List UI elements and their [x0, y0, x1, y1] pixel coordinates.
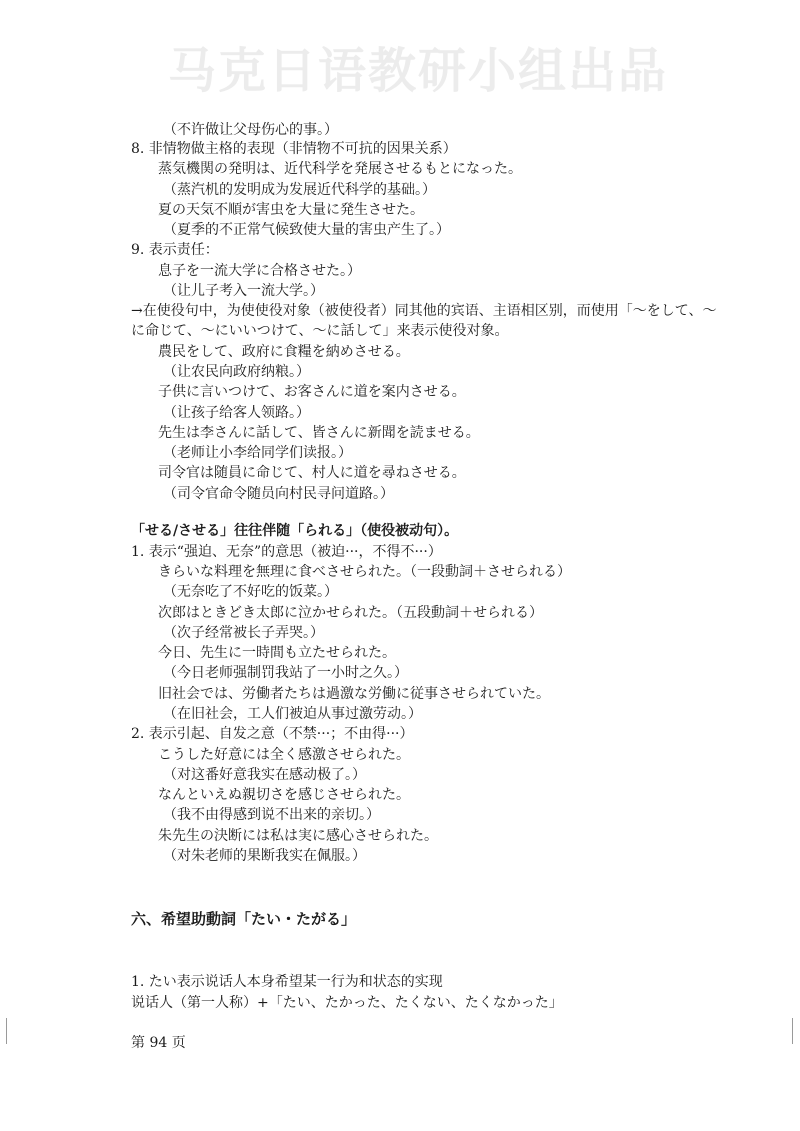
- line-18: 司令官は随員に命じて、村人に道を尋ねさせる。: [158, 465, 466, 481]
- line-24: 次郎はときどき太郎に泣かせられた。（五段動詞＋せられる）: [158, 605, 543, 621]
- subsection-1-heading: 1. 表示“强迫、无奈”的意思（被迫···，不得不···）: [131, 544, 442, 560]
- line-1: （不许做让父母伤心的事。）: [163, 122, 338, 138]
- note-line-2: に命じて、～にいいつけて、～に話して」来表示使役对象。: [131, 323, 509, 339]
- line-16: 先生は李さんに話して、皆さんに新聞を読ませる。: [158, 425, 480, 441]
- line-15: （让孩子给客人领路。）: [163, 405, 310, 421]
- line-32: （对这番好意我实在感动极了。）: [163, 767, 366, 783]
- watermark: 马克日语教研小组出品: [168, 43, 669, 99]
- section-6-heading: 六、希望助動詞「たい・たがる」: [131, 910, 357, 928]
- note-line-1: →在使役句中，为使使役对象（被使役者）同其他的宾语、主语相区别，而使用「～をして、～: [131, 303, 717, 319]
- line-8: 息子を一流大学に合格させた。）: [158, 263, 361, 279]
- line-39: 说话人（第一人称）+「たい、たかった、たくない、たくなかった」: [131, 995, 563, 1011]
- line-23: （无奈吃了不好吃的饭菜。）: [163, 584, 338, 600]
- line-19: （司令官命令随员向村民寻问道路。）: [163, 486, 394, 502]
- line-35: 朱先生の決断には私は実に感心させられた。: [158, 828, 438, 844]
- subsection-2-heading: 2. 表示引起、自发之意（不禁···；不由得···）: [131, 726, 414, 742]
- line-14: 子供に言いつけて、お客さんに道を案内させる。: [158, 384, 466, 400]
- line-31: こうした好意には全く感激させられた。: [158, 747, 410, 763]
- line-6: （夏季的不正常气候致使大量的害虫产生了。）: [163, 222, 450, 238]
- line-26: 今日、先生に一時間も立たせられた。: [158, 645, 396, 661]
- line-28: 旧社会では、労働者たちは過激な労働に従事させられていた。: [158, 686, 550, 702]
- line-17: （老师让小李给同学们读报。）: [163, 445, 352, 461]
- line-13: （让农民向政府纳粮。）: [163, 364, 310, 380]
- section-8-heading: 8. 非情物做主格的表现（非情物不可抗的因果关系）: [131, 141, 457, 157]
- causative-passive-heading: 「せる/させる」往往伴随「られる」（使役被动句）。: [131, 523, 459, 539]
- line-25: （次子经常被长子弄哭。）: [163, 625, 324, 641]
- line-36: （对朱老师的果断我实在佩服。）: [163, 848, 366, 864]
- page-number: 第 94 页: [131, 1035, 186, 1051]
- line-34: （我不由得感到说不出来的亲切。）: [163, 807, 380, 823]
- line-4: （蒸汽机的发明成为发展近代科学的基础。）: [163, 182, 436, 198]
- line-12: 農民をして、政府に食糧を納めさせる。: [158, 344, 410, 360]
- line-5: 夏の天気不順が害虫を大量に発生させた。: [158, 202, 424, 218]
- scan-edge-mark-left: [6, 1018, 7, 1044]
- line-33: なんといえぬ親切さを感じさせられた。: [158, 787, 410, 803]
- line-22: きらいな料理を無理に食べさせられた。（一段動詞＋させられる）: [158, 564, 571, 580]
- scan-edge-mark-right: [792, 1018, 793, 1044]
- line-27: （今日老师强制罚我站了一小时之久。）: [163, 665, 408, 681]
- line-3: 蒸気機関の発明は、近代科学を発展させるもとになった。: [158, 161, 522, 177]
- section-9-heading: 9. 表示责任：: [131, 242, 219, 258]
- line-9: （让儿子考入一流大学。）: [163, 283, 324, 299]
- line-29: （在旧社会，工人们被迫从事过激劳动。）: [163, 706, 422, 722]
- line-38: 1. たい表示说话人本身希望某一行为和状态的实现: [131, 974, 443, 990]
